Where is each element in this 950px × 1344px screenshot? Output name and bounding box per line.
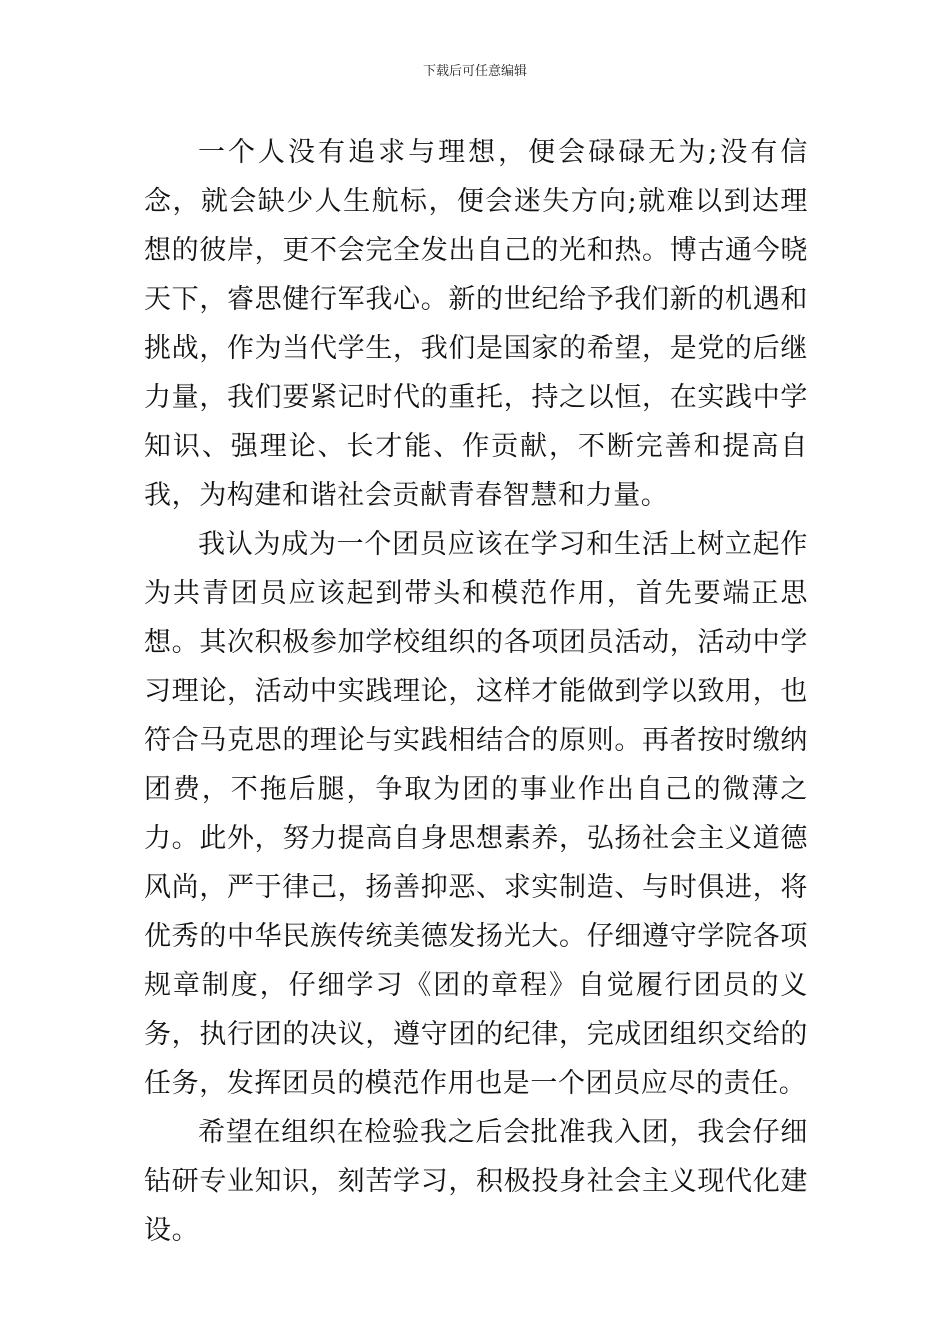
paragraph-1: 一个人没有追求与理想，便会碌碌无为;没有信念，就会缺少人生航标，便会迷失方向;就难以到达理想的彼岸，更不会完全发出自己的光和热。博古通今晓天下，睿思健行军我心。新的世纪给予我们新的机遇和挑战，作为当代学生，我们是国家的希望，是党的后继力量，我们要紧记时代的重托，持之以恒，在实践中学知识、强理论、长才能、作贡献，不断完善和提高自我，为构建和谐社会贡献青春智慧和力量。 [144, 137, 808, 511]
paragraph-3: 希望在组织在检验我之后会批准我入团，我会仔细钻研专业知识，刻苦学习，积极投身社会主义现代化建设。 [144, 1117, 808, 1246]
document-body [144, 128, 808, 1255]
page-header: 下载后可任意编辑 [422, 64, 527, 79]
paragraph-2: 我认为成为一个团员应该在学习和生活上树立起作为共青团员应该起到带头和模范作用，首先要端正思想。其次积极参加学校组织的各项团员活动，活动中学习理论，活动中实践理论，这样才能做到学以致用，也符合马克思的理论与实践相结合的原则。再者按时缴纳团费，不拖后腿，争取为团的事业作出自己的微薄之力。此外，努力提高自身思想素养，弘扬社会主义道德风尚，严于律己，扬善抑恶、求实制造、与时俱进，将优秀的中华民族传统美德发扬光大。仔细遵守学院各项规章制度，仔细学习《团的章程》自觉履行团员的义务，执行团的决议，遵守团的纪律，完成团组织交给的任务，发挥团员的模范作用也是一个团员应尽的责任。 [144, 529, 808, 1099]
